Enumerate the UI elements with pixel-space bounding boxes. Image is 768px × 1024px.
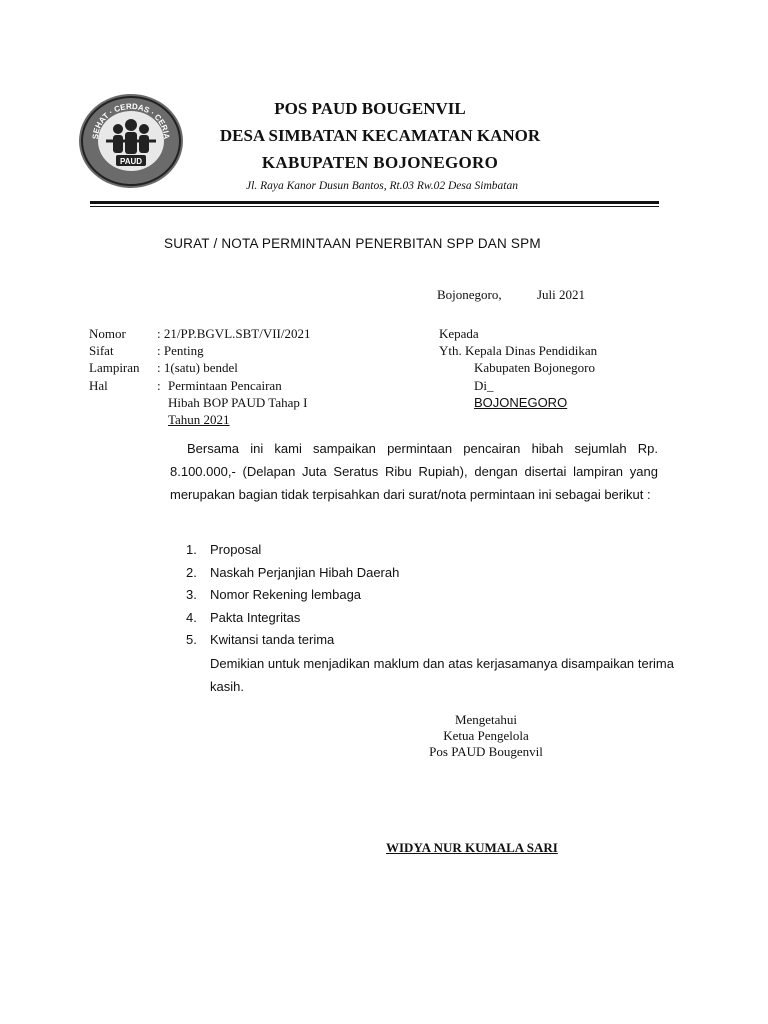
list-item-text: Kwitansi tanda terima bbox=[210, 632, 335, 647]
sifat-label: Sifat bbox=[89, 343, 114, 358]
hal-colon: : bbox=[157, 378, 161, 393]
recipient-line-3: Di_ bbox=[474, 378, 494, 393]
list-item-number: 3. bbox=[186, 587, 197, 602]
body-paragraph: Bersama ini kami sampaikan permintaan pencairan hibah sejumlah Rp. 8.100.000,- (Delapan Juta Seratus Ribu Rupiah), dengan disertai lampiran yang merupakan bagian tidak terpisahkan dari surat/nota permintaan ini sebagai berikut : bbox=[170, 441, 658, 502]
list-item-number: 4. bbox=[186, 609, 197, 625]
header-rule-thick bbox=[90, 201, 659, 204]
nomor-label: Nomor bbox=[89, 326, 126, 341]
hal-line-1: Permintaan Pencairan bbox=[168, 378, 282, 393]
attachment-list bbox=[186, 539, 399, 652]
logo-ring-text: SEHAT · CERDAS · CERIA bbox=[90, 101, 172, 140]
logo-badge-text: PAUD bbox=[119, 157, 143, 166]
recipient-line-4: BOJONEGORO bbox=[474, 395, 568, 410]
list-item bbox=[186, 539, 399, 562]
list-item-number: 5. bbox=[186, 632, 197, 647]
recipient-line-1: Yth. Kepala Dinas Pendidikan bbox=[439, 343, 598, 358]
hal-label: Hal bbox=[89, 378, 108, 393]
org-regency: KABUPATEN BOJONEGORO bbox=[261, 153, 499, 172]
signature-mengetahui: Mengetahui bbox=[454, 712, 518, 727]
lampiran-label: Lampiran bbox=[89, 360, 140, 375]
org-name: POS PAUD BOUGENVIL bbox=[274, 99, 466, 118]
recipient-kepada: Kepada bbox=[439, 326, 479, 341]
lampiran-value: : 1(satu) bendel bbox=[157, 360, 238, 375]
list-item-text: Nomor Rekening lembaga bbox=[210, 587, 362, 602]
sifat-value: : Penting bbox=[157, 343, 204, 358]
hal-line-3: Tahun 2021 bbox=[168, 412, 230, 427]
nomor-value: : 21/PP.BGVL.SBT/VII/2021 bbox=[157, 326, 311, 341]
header-rule-thin bbox=[90, 206, 659, 207]
org-address: Jl. Raya Kanor Dusun Bantos, Rt.03 Rw.02 Desa Simbatan bbox=[246, 180, 518, 192]
list-item-number: 2. bbox=[186, 564, 197, 580]
letter-date: Juli 2021 bbox=[537, 287, 586, 302]
list-item bbox=[186, 629, 399, 652]
document-title: SURAT / NOTA PERMINTAAN PENERBITAN SPP DAN SPM bbox=[164, 236, 541, 251]
signature-org: Pos PAUD Bougenvil bbox=[429, 744, 543, 759]
list-item-text: Pakta Integritas bbox=[210, 609, 301, 625]
org-village: DESA SIMBATAN KECAMATAN KANOR bbox=[219, 126, 541, 145]
list-item-text: Naskah Perjanjian Hibah Daerah bbox=[210, 564, 400, 580]
hal-line-2: Hibah BOP PAUD Tahap I bbox=[168, 395, 308, 410]
recipient-line-2: Kabupaten Bojonegoro bbox=[474, 360, 595, 375]
paud-logo-icon bbox=[78, 93, 184, 189]
signature-role: Ketua Pengelola bbox=[443, 728, 529, 743]
signatory-name: WIDYA NUR KUMALA SARI bbox=[386, 840, 558, 855]
list-item-number: 1. bbox=[186, 542, 197, 557]
letter-place: Bojonegoro, bbox=[437, 287, 502, 302]
list-item bbox=[186, 607, 399, 630]
list-item bbox=[186, 562, 399, 585]
list-item bbox=[186, 584, 399, 607]
list-item-text: Proposal bbox=[210, 542, 262, 557]
closing-paragraph: Demikian untuk menjadikan maklum dan atas kerjasamanya disampaikan terima kasih. bbox=[210, 656, 674, 694]
